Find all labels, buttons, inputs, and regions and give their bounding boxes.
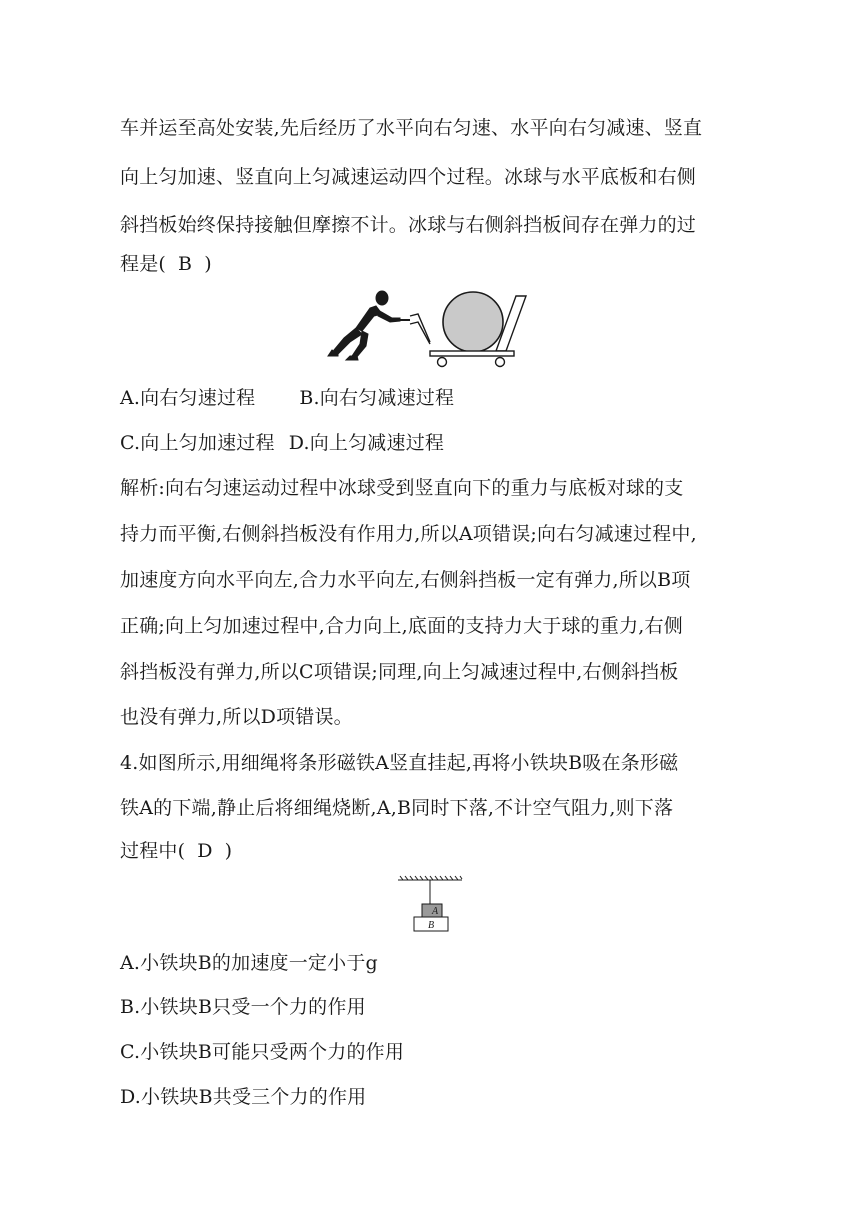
q3-option-b: B.向右匀减速过程 <box>299 387 455 409</box>
person-silhouette <box>328 291 400 360</box>
q3-analysis-line: 持力而平衡,右侧斜挡板没有作用力,所以A项错误;向右匀减速过程中, <box>120 523 697 545</box>
q4-option-c: C.小铁块B可能只受两个力的作用 <box>120 1041 405 1063</box>
q4-stem-line: 铁A的下端,静止后将细绳烧断,A,B同时下落,不计空气阻力,则下落 <box>120 797 674 819</box>
q3-analysis-line: 解析:向右匀速运动过程中冰球受到竖直向下的重力与底板对球的支 <box>120 477 684 499</box>
q3-cart-figure <box>326 284 532 370</box>
base-plate <box>430 351 514 356</box>
q4-answer: D <box>197 840 213 862</box>
q4-stem-end: 过程中( <box>120 840 186 862</box>
q4-option-b: B.小铁块B只受一个力的作用 <box>120 996 366 1018</box>
q4-magnet-figure <box>396 874 464 934</box>
q4-stem-last-line <box>120 839 232 863</box>
q4-option-d: D.小铁块B共受三个力的作用 <box>120 1086 367 1108</box>
q3-option-d: D.向上匀减速过程 <box>288 432 445 454</box>
q3-analysis-line: 也没有弹力,所以D项错误。 <box>120 706 353 728</box>
q3-stem-line: 车并运至高处安装,先后经历了水平向右匀速、水平向右匀减速、竖直 <box>120 117 703 139</box>
ceiling-hatch <box>398 876 462 880</box>
q3-stem-close: ) <box>204 253 212 275</box>
q4-stem-close: ) <box>224 840 233 862</box>
q3-analysis-line: 斜挡板没有弹力,所以C项错误;同理,向上匀减速过程中,右侧斜挡板 <box>120 661 679 683</box>
q3-stem-line: 斜挡板始终保持接触但摩擦不计。冰球与右侧斜挡板间存在弹力的过 <box>120 214 697 236</box>
label-b: B <box>428 920 435 931</box>
ice-ball <box>443 292 503 352</box>
q3-analysis-line: 加速度方向水平向左,合力水平向左,右侧斜挡板一定有弹力,所以B项 <box>120 569 691 591</box>
q4-option-a: A.小铁块B的加速度一定小于g <box>120 952 378 974</box>
label-a: A <box>432 906 439 917</box>
q3-stem-end: 程是( <box>120 253 167 275</box>
q3-option-c: C.向上匀加速过程 <box>120 432 275 454</box>
q3-answer: B <box>178 253 193 275</box>
q3-option-row <box>120 386 454 410</box>
q3-option-a: A.向右匀速过程 <box>120 387 256 409</box>
q3-stem-line: 向上匀加速、竖直向上匀减速运动四个过程。冰球与水平底板和右侧 <box>120 166 697 188</box>
q4-stem-line: 4.如图所示,用细绳将条形磁铁A竖直挂起,再将小铁块B吸在条形磁 <box>120 752 679 774</box>
q3-option-row <box>120 431 444 455</box>
q3-analysis-line: 正确;向上匀加速过程中,合力向上,底面的支持力大于球的重力,右侧 <box>120 615 683 637</box>
q3-stem-last-line <box>120 252 212 276</box>
